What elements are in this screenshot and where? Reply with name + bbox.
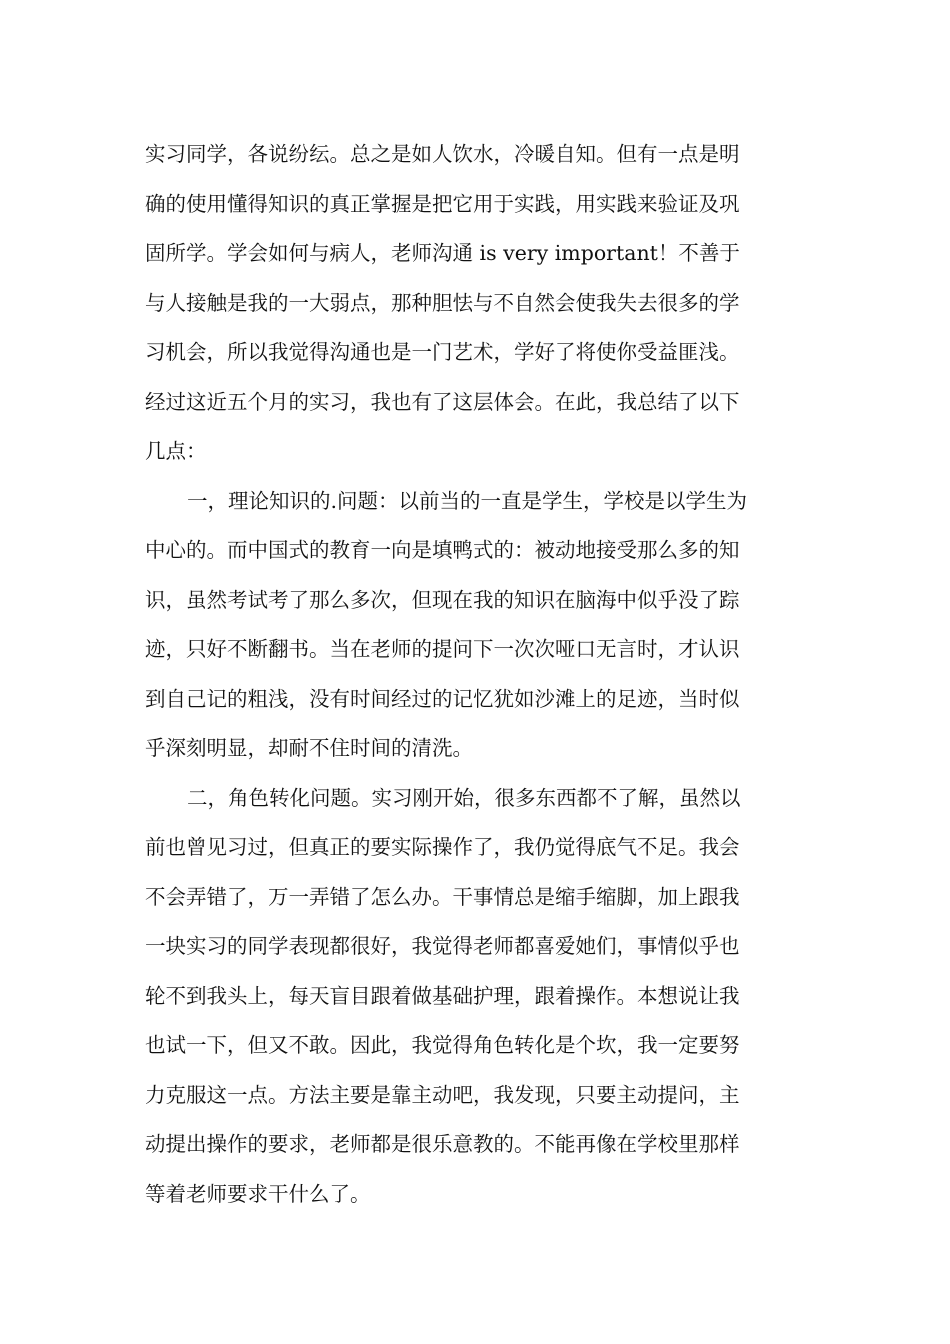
- text-line: 几点：: [145, 439, 207, 463]
- paragraph-first-line: 一，理论知识的.问题：以前当的一直是学生，学校是以学生为: [187, 488, 748, 513]
- text-line: 经过这近五个月的实习，我也有了这层体会。在此，我总结了以下: [145, 389, 740, 414]
- paragraph-first-line: 二，角色转化问题。实习刚开始，很多东西都不了解，虽然以: [187, 785, 741, 810]
- text-line: 轮不到我头上，每天盲目跟着做基础护理，跟着操作。本想说让我: [145, 983, 740, 1008]
- text-line: 确的使用懂得知识的真正掌握是把它用于实践，用实践来验证及巩: [145, 191, 740, 216]
- text-line: 中心的。而中国式的教育一向是填鸭式的：被动地接受那么多的知: [145, 538, 740, 562]
- text-line: 一块实习的同学表现都很好，我觉得老师都喜爱她们，事情似乎也: [145, 934, 740, 958]
- text-line: 前也曾见习过，但真正的要实际操作了，我仍觉得底气不足。我会: [145, 835, 740, 859]
- text-line: 等着老师要求干什么了。: [145, 1181, 371, 1206]
- text-line: 乎深刻明显，却耐不住时间的清洗。: [145, 736, 473, 760]
- text-line: 识，虽然考试考了那么多次，但现在我的知识在脑海中似乎没了踪: [145, 587, 740, 612]
- text-line: 习机会，所以我觉得沟通也是一门艺术，学好了将使你受益匪浅。: [145, 340, 740, 364]
- text-line: 迹，只好不断翻书。当在老师的提问下一次次哑口无言时，才认识: [145, 637, 740, 661]
- document-body: [145, 130, 810, 1219]
- text-line: 实习同学，各说纷纭。总之是如人饮水，冷暖自知。但有一点是明: [145, 142, 740, 166]
- text-line: 不会弄错了，万一弄错了怎么办。干事情总是缩手缩脚，加上跟我: [145, 884, 740, 909]
- text-line: 到自己记的粗浅，没有时间经过的记忆犹如沙滩上的足迹，当时似: [145, 686, 740, 711]
- text-line: 力克服这一点。方法主要是靠主动吧，我发现，只要主动提问，主: [145, 1082, 740, 1107]
- text-line: 与人接触是我的一大弱点，那种胆怯与不自然会使我失去很多的学: [145, 290, 740, 315]
- text-line: 动提出操作的要求，老师都是很乐意教的。不能再像在学校里那样: [145, 1132, 740, 1156]
- text-line: 也试一下，但又不敢。因此，我觉得角色转化是个坎，我一定要努: [145, 1033, 740, 1057]
- text-line: 固所学。学会如何与病人，老师沟通 is very important！不善于: [145, 241, 740, 265]
